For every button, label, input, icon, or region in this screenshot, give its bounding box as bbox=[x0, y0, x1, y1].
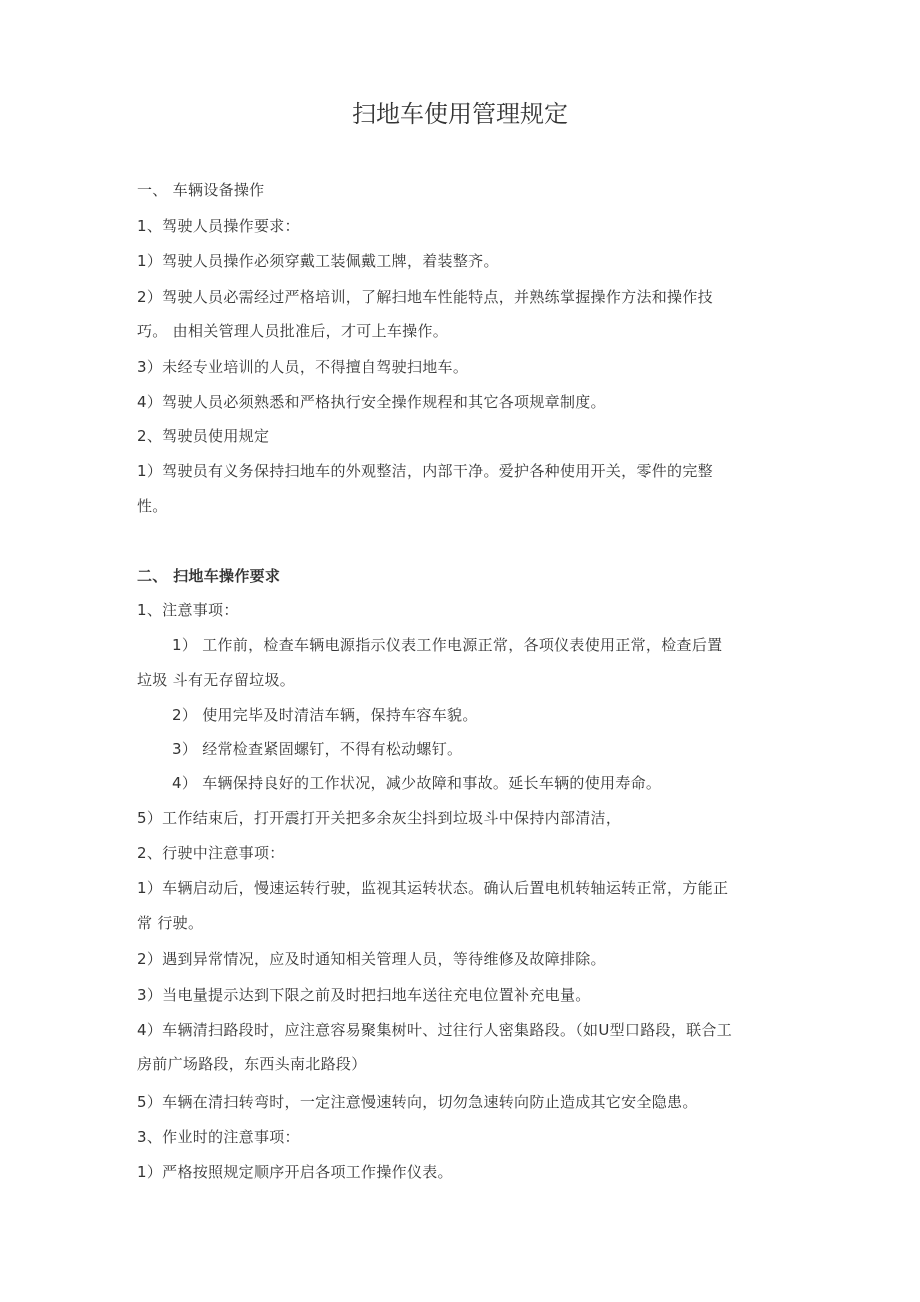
paragraph-line: 巧。 由相关管理人员批准后，才可上车操作。 bbox=[137, 322, 449, 340]
paragraph-line: 4） 车辆保持良好的工作状况，减少故障和事故。延长车辆的使用寿命。 bbox=[172, 774, 662, 792]
paragraph-line: 性。 bbox=[137, 497, 168, 515]
subsection-heading: 1、驾驶人员操作要求： bbox=[137, 217, 300, 235]
section-heading-2: 二、 扫地车操作要求 bbox=[137, 567, 281, 585]
paragraph-line: 2）遇到异常情况，应及时通知相关管理人员，等待维修及故障排除。 bbox=[137, 950, 606, 968]
paragraph-line: 4）车辆清扫路段时，应注意容易聚集树叶、过往行人密集路段。（如U型口路段，联合工 bbox=[137, 1021, 733, 1039]
subsection-heading: 3、作业时的注意事项： bbox=[137, 1128, 300, 1146]
subsection-heading: 2、驾驶员使用规定 bbox=[137, 427, 270, 445]
paragraph-line: 1）驾驶人员操作必须穿戴工装佩戴工牌，着装整齐。 bbox=[137, 252, 499, 270]
paragraph-line: 常 行驶。 bbox=[137, 914, 204, 932]
paragraph-line: 2） 使用完毕及时清洁车辆，保持车容车貌。 bbox=[172, 706, 478, 724]
paragraph-line: 3）当电量提示达到下限之前及时把扫地车送往充电位置补充电量。 bbox=[137, 986, 591, 1004]
paragraph-line: 3） 经常检查紧固螺钉，不得有松动螺钉。 bbox=[172, 740, 463, 758]
paragraph-line: 5）车辆在清扫转弯时，一定注意慢速转向，切勿急速转向防止造成其它安全隐患。 bbox=[137, 1093, 698, 1111]
document-title: 扫地车使用管理规定 bbox=[352, 100, 568, 128]
paragraph-line: 1）驾驶员有义务保持扫地车的外观整洁，内部干净。爱护各种使用开关，零件的完整 bbox=[137, 462, 713, 480]
paragraph-line: 2）驾驶人员必需经过严格培训，了解扫地车性能特点，并熟练掌握操作方法和操作技 bbox=[137, 288, 713, 306]
paragraph-line: 1）车辆启动后，慢速运转行驶，监视其运转状态。确认后置电机转轴运转正常，方能正 bbox=[137, 879, 729, 897]
paragraph-line: 5）工作结束后，打开震打开关把多余灰尘抖到垃圾斗中保持内部清洁， bbox=[137, 809, 622, 827]
paragraph-line: 房前广场路段，东西头南北路段） bbox=[137, 1055, 367, 1073]
section-heading-1: 一、 车辆设备操作 bbox=[137, 181, 265, 199]
subsection-heading: 2、行驶中注意事项： bbox=[137, 844, 285, 862]
paragraph-line: 1） 工作前，检查车辆电源指示仪表工作电源正常，各项仪表使用正常，检查后置 bbox=[172, 636, 723, 654]
paragraph-line: 1）严格按照规定顺序开启各项工作操作仪表。 bbox=[137, 1163, 453, 1181]
paragraph-line: 3）未经专业培训的人员，不得擅自驾驶扫地车。 bbox=[137, 358, 469, 376]
paragraph-line: 4）驾驶人员必须熟悉和严格执行安全操作规程和其它各项规章制度。 bbox=[137, 393, 606, 411]
subsection-heading: 1、注意事项： bbox=[137, 601, 239, 619]
paragraph-line: 垃圾 斗有无存留垃圾。 bbox=[137, 671, 296, 689]
